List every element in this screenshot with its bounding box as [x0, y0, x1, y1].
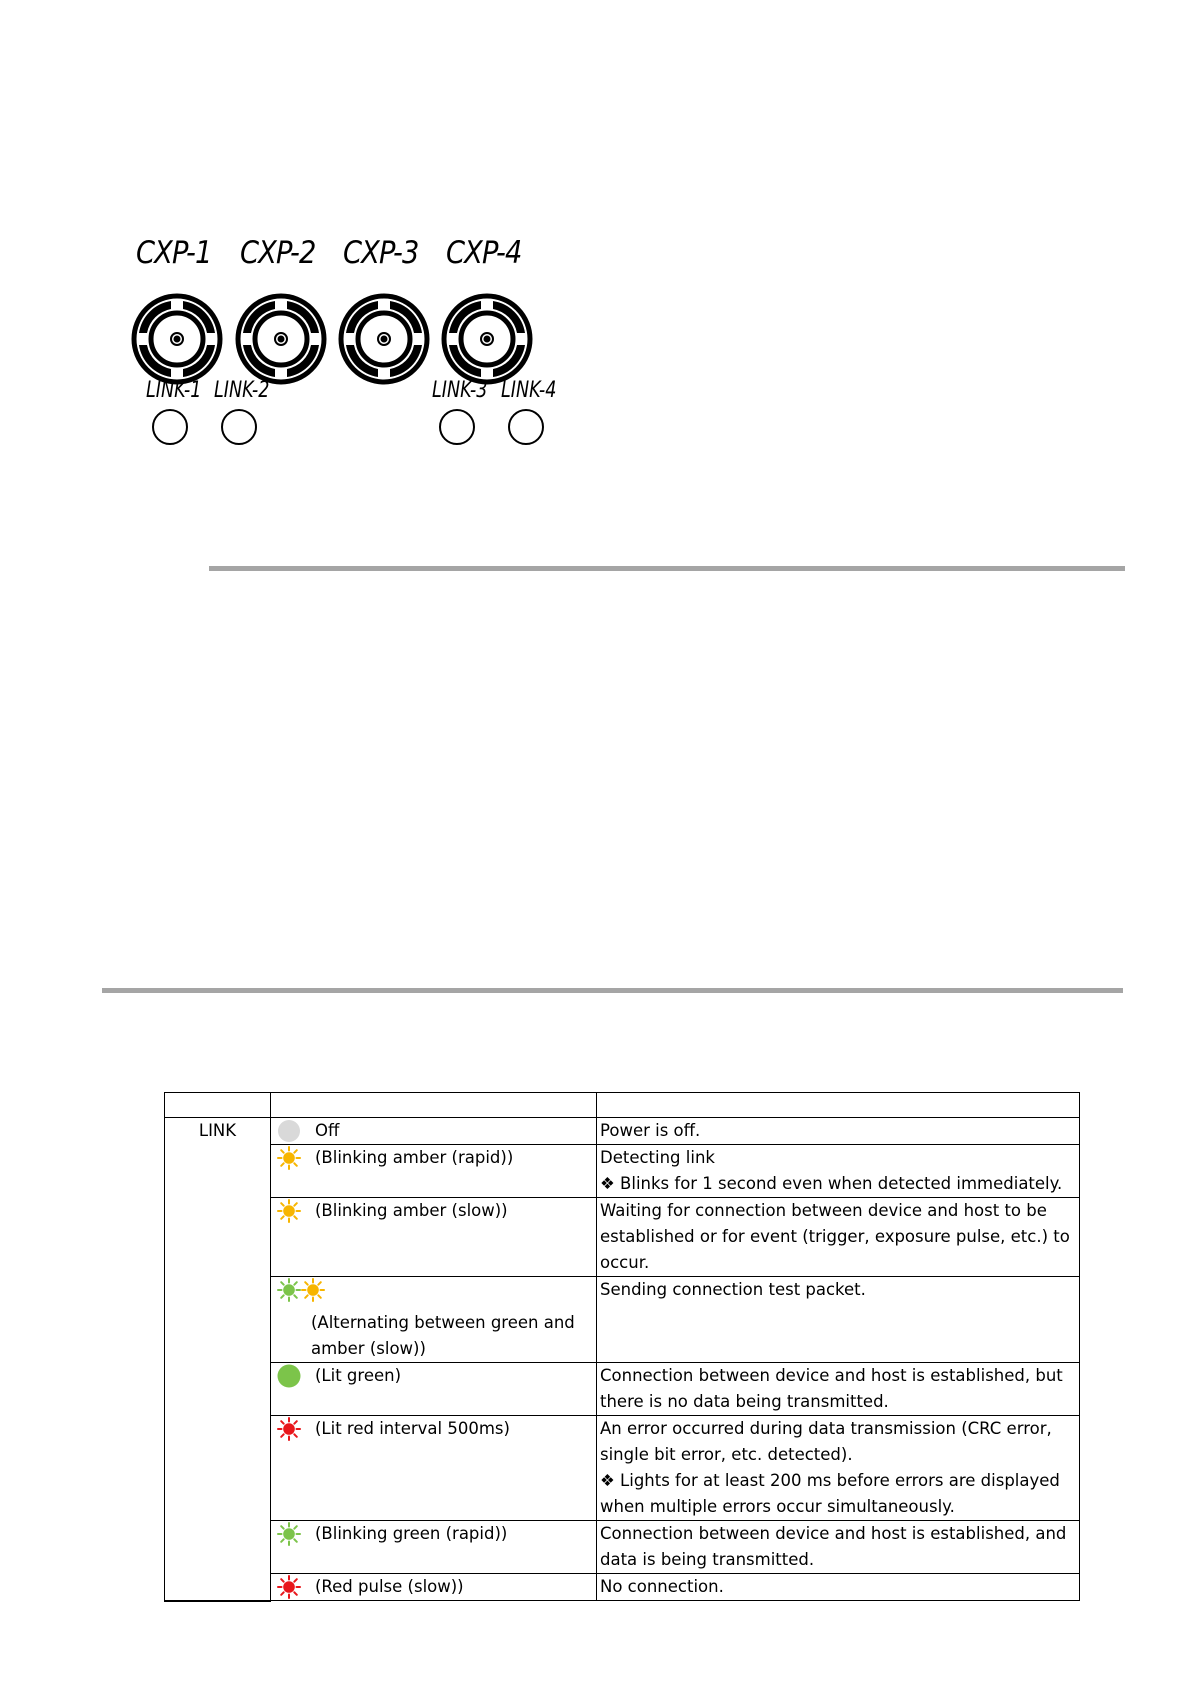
header-cell [597, 1093, 1080, 1118]
link-3-label: LINK-3 [432, 378, 488, 403]
description-cell [597, 1363, 1080, 1416]
table-row [165, 1118, 1080, 1145]
state-label: (Lit red interval 500ms) [315, 1419, 510, 1438]
green-circle-icon [277, 1364, 301, 1388]
table-row [165, 1363, 1080, 1416]
description-note: ❖ Blinks for 1 second even when detected immediately. [600, 1174, 1063, 1193]
description-text: Connection between device and host is established, but there is no data being transmitted. [600, 1366, 1063, 1411]
description-cell [597, 1118, 1080, 1145]
red-sun-icon [277, 1417, 301, 1441]
description-cell [597, 1198, 1080, 1277]
state-cell [271, 1145, 597, 1198]
table-header-row [165, 1093, 1080, 1118]
link-2-label: LINK-2 [214, 378, 270, 403]
green-sun-icon [277, 1278, 301, 1302]
description-note: ❖ Lights for at least 200 ms before errors are displayed when multiple errors occur simultaneously. [600, 1471, 1060, 1516]
description-text: No connection. [600, 1577, 724, 1596]
link-1-led-icon [152, 409, 188, 445]
amber-sun-icon [277, 1146, 301, 1170]
link-4-label: LINK-4 [501, 378, 557, 403]
description-cell [597, 1416, 1080, 1521]
header-cell [271, 1093, 597, 1118]
amber-sun-icon [277, 1199, 301, 1223]
state-label: (Red pulse (slow)) [315, 1577, 464, 1596]
cxp-3-label: CXP-3 [343, 235, 419, 271]
connector-diagram [118, 235, 578, 455]
link-4-led-icon [508, 409, 544, 445]
description-text: Waiting for connection between device and host to be established or for event (trigger, exposure pulse, etc.) to occur. [600, 1201, 1070, 1272]
state-cell [271, 1118, 597, 1145]
link-2-led-icon [221, 409, 257, 445]
bnc-connector-icon [235, 293, 327, 385]
state-cell [271, 1521, 597, 1574]
bnc-connector-icon [338, 293, 430, 385]
table-row [165, 1574, 1080, 1601]
grey-circle-icon [277, 1119, 301, 1143]
cxp-4-label: CXP-4 [446, 235, 522, 271]
state-cell [271, 1198, 597, 1277]
state-label: Off [315, 1121, 340, 1140]
led-name-cell: LINK [165, 1118, 271, 1601]
link-3-led-icon [439, 409, 475, 445]
bnc-connector-icon [441, 293, 533, 385]
description-cell [597, 1574, 1080, 1601]
led-status-table [164, 1092, 1080, 1602]
description-cell [597, 1277, 1080, 1363]
description-text: Sending connection test packet. [600, 1280, 866, 1299]
description-text: An error occurred during data transmission (CRC error, single bit error, etc. detected). [600, 1419, 1052, 1464]
section-divider [102, 988, 1123, 993]
state-cell [271, 1277, 597, 1363]
description-cell [597, 1145, 1080, 1198]
green-amber-sun-icon [271, 1277, 325, 1303]
state-label: (Lit green) [315, 1366, 402, 1385]
state-cell [271, 1363, 597, 1416]
cxp-2-label: CXP-2 [240, 235, 316, 271]
bnc-connector-icon [131, 293, 223, 385]
amber-sun-icon [301, 1278, 325, 1302]
description-cell [597, 1521, 1080, 1574]
state-label: (Alternating between green and amber (slow)) [311, 1313, 575, 1358]
description-text: Connection between device and host is established, and data is being transmitted. [600, 1524, 1067, 1569]
table-row [165, 1198, 1080, 1277]
table-row [165, 1277, 1080, 1363]
state-label: (Blinking amber (slow)) [315, 1201, 508, 1220]
description-text: Detecting link [600, 1148, 715, 1167]
red-sun-icon [277, 1575, 301, 1599]
description-text: Power is off. [600, 1121, 701, 1140]
table-row [165, 1145, 1080, 1198]
header-cell [165, 1093, 271, 1118]
state-cell [271, 1574, 597, 1601]
table-row [165, 1521, 1080, 1574]
state-label: (Blinking amber (rapid)) [315, 1148, 514, 1167]
state-cell [271, 1416, 597, 1521]
section-divider [209, 566, 1125, 571]
table-row [165, 1416, 1080, 1521]
cxp-1-label: CXP-1 [136, 235, 212, 271]
link-1-label: LINK-1 [146, 378, 202, 403]
state-label: (Blinking green (rapid)) [315, 1524, 508, 1543]
green-sun-icon [277, 1522, 301, 1546]
